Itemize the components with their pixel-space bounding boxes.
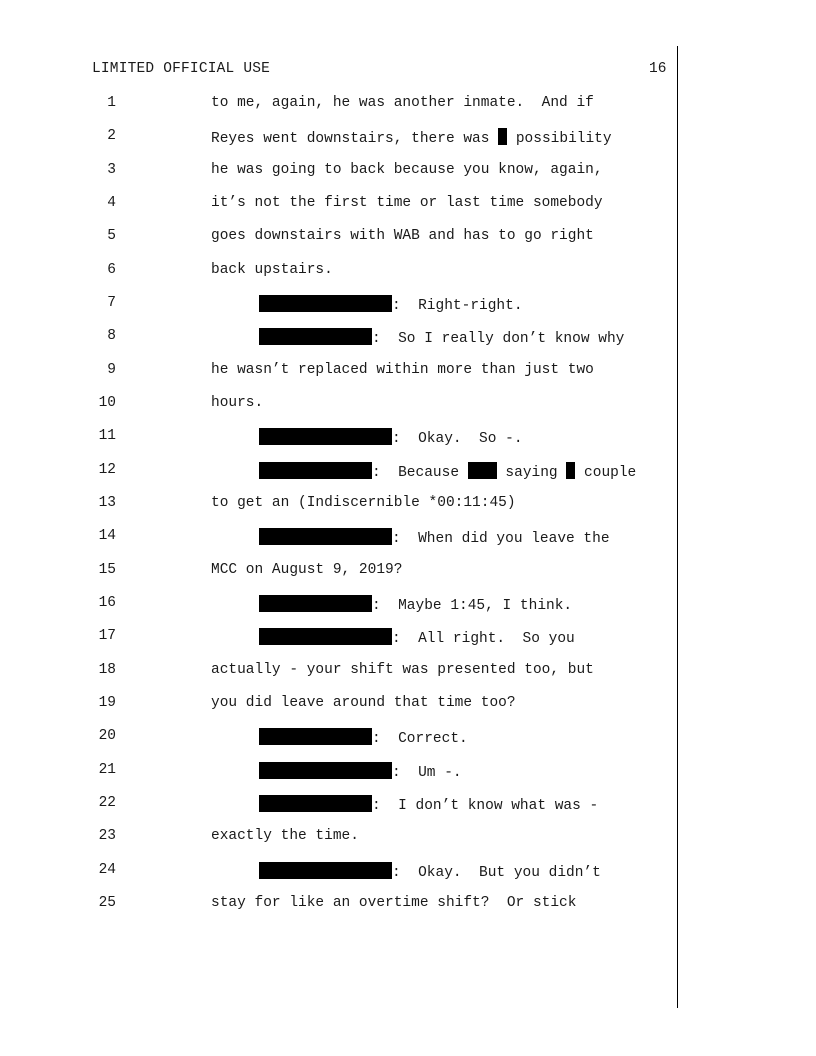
line-text: hours. xyxy=(211,395,264,411)
line-text: stay for like an overtime shift? Or stick xyxy=(211,895,577,911)
transcript-line xyxy=(0,695,816,715)
line-text-mid: saying xyxy=(496,465,567,481)
line-text: back upstairs. xyxy=(211,262,333,278)
line-number: 24 xyxy=(98,862,116,878)
line-text: to me, again, he was another inmate. And if xyxy=(211,95,594,111)
line-text: actually - your shift was presented too, but xyxy=(211,662,594,678)
speaker-line xyxy=(259,862,601,881)
transcript-line xyxy=(0,762,816,782)
transcript-line xyxy=(0,228,816,248)
line-number: 12 xyxy=(98,462,116,478)
line-number: 16 xyxy=(98,595,116,611)
line-text: it’s not the first time or last time somebody xyxy=(211,195,603,211)
line-text xyxy=(211,128,612,147)
transcript-line xyxy=(0,795,816,815)
transcript-line xyxy=(0,595,816,615)
transcript-line xyxy=(0,95,816,115)
speaker-line xyxy=(259,728,468,747)
transcript-line xyxy=(0,195,816,215)
line-number: 25 xyxy=(98,895,116,911)
speaker-redaction xyxy=(259,862,392,879)
line-number: 22 xyxy=(98,795,116,811)
speaker-redaction xyxy=(259,595,372,612)
transcript-line xyxy=(0,828,816,848)
line-number: 19 xyxy=(98,695,116,711)
speaker-line xyxy=(259,628,575,647)
transcript-line xyxy=(0,895,816,915)
transcript-line xyxy=(0,662,816,682)
speaker-redaction xyxy=(259,528,392,545)
classification-header: LIMITED OFFICIAL USE xyxy=(92,61,271,77)
speaker-redaction xyxy=(259,762,392,779)
page-number: 16 xyxy=(649,61,667,77)
line-text: : Okay. But you didn’t xyxy=(392,865,601,881)
speaker-redaction xyxy=(259,295,392,312)
transcript-line xyxy=(0,162,816,182)
line-text-pre: Reyes went downstairs, there was xyxy=(211,131,499,147)
transcript-line xyxy=(0,128,816,148)
speaker-redaction xyxy=(259,328,372,345)
transcript-line xyxy=(0,428,816,448)
line-number: 13 xyxy=(98,495,116,511)
speaker-line xyxy=(259,595,572,614)
transcript-line xyxy=(0,328,816,348)
line-text: : So I really don’t know why xyxy=(372,331,625,347)
line-text: : Okay. So -. xyxy=(392,431,523,447)
line-text: : When did you leave the xyxy=(392,531,610,547)
speaker-redaction xyxy=(259,428,392,445)
line-text: : All right. So you xyxy=(392,631,575,647)
speaker-redaction xyxy=(259,462,372,479)
speaker-redaction xyxy=(259,728,372,745)
line-number: 7 xyxy=(107,295,116,311)
line-number: 3 xyxy=(107,162,116,178)
line-text: you did leave around that time too? xyxy=(211,695,516,711)
line-number: 5 xyxy=(107,228,116,244)
transcript-line xyxy=(0,362,816,382)
redaction-box xyxy=(498,128,507,145)
line-text-post: possibility xyxy=(507,131,612,147)
line-text: MCC on August 9, 2019? xyxy=(211,562,403,578)
line-text: : Correct. xyxy=(372,731,468,747)
transcript-line xyxy=(0,262,816,282)
line-text: : Um -. xyxy=(392,765,462,781)
speaker-line xyxy=(259,428,523,447)
transcript-line xyxy=(0,628,816,648)
line-text: to get an (Indiscernible *00:11:45) xyxy=(211,495,516,511)
speaker-redaction xyxy=(259,628,392,645)
transcript-line xyxy=(0,462,816,482)
line-text-pre: : Because xyxy=(372,465,468,481)
line-text: goes downstairs with WAB and has to go right xyxy=(211,228,594,244)
line-text: he was going to back because you know, again, xyxy=(211,162,603,178)
line-number: 11 xyxy=(98,428,116,444)
line-number: 4 xyxy=(107,195,116,211)
line-number: 8 xyxy=(107,328,116,344)
line-number: 15 xyxy=(98,562,116,578)
line-number: 10 xyxy=(98,395,116,411)
transcript-line xyxy=(0,862,816,882)
transcript-line xyxy=(0,295,816,315)
line-number: 18 xyxy=(98,662,116,678)
speaker-line xyxy=(259,328,624,347)
line-text: : I don’t know what was - xyxy=(372,798,599,814)
line-text-post: couple xyxy=(575,465,637,481)
line-text: he wasn’t replaced within more than just two xyxy=(211,362,594,378)
speaker-line xyxy=(259,462,636,481)
speaker-line xyxy=(259,528,610,547)
redaction-box xyxy=(566,462,575,479)
transcript-line xyxy=(0,495,816,515)
speaker-line xyxy=(259,762,462,781)
line-number: 23 xyxy=(98,828,116,844)
transcript-line xyxy=(0,728,816,748)
line-text: : Right-right. xyxy=(392,298,523,314)
line-number: 1 xyxy=(107,95,116,111)
speaker-line xyxy=(259,295,523,314)
line-text: : Maybe 1:45, I think. xyxy=(372,598,573,614)
line-number: 20 xyxy=(98,728,116,744)
redaction-box xyxy=(468,462,497,479)
transcript-line xyxy=(0,395,816,415)
line-number: 17 xyxy=(98,628,116,644)
transcript-line xyxy=(0,528,816,548)
line-number: 2 xyxy=(107,128,116,144)
line-text: exactly the time. xyxy=(211,828,359,844)
transcript-line xyxy=(0,562,816,582)
line-number: 14 xyxy=(98,528,116,544)
line-number: 6 xyxy=(107,262,116,278)
line-number: 9 xyxy=(107,362,116,378)
speaker-redaction xyxy=(259,795,372,812)
line-number: 21 xyxy=(98,762,116,778)
speaker-line xyxy=(259,795,598,814)
